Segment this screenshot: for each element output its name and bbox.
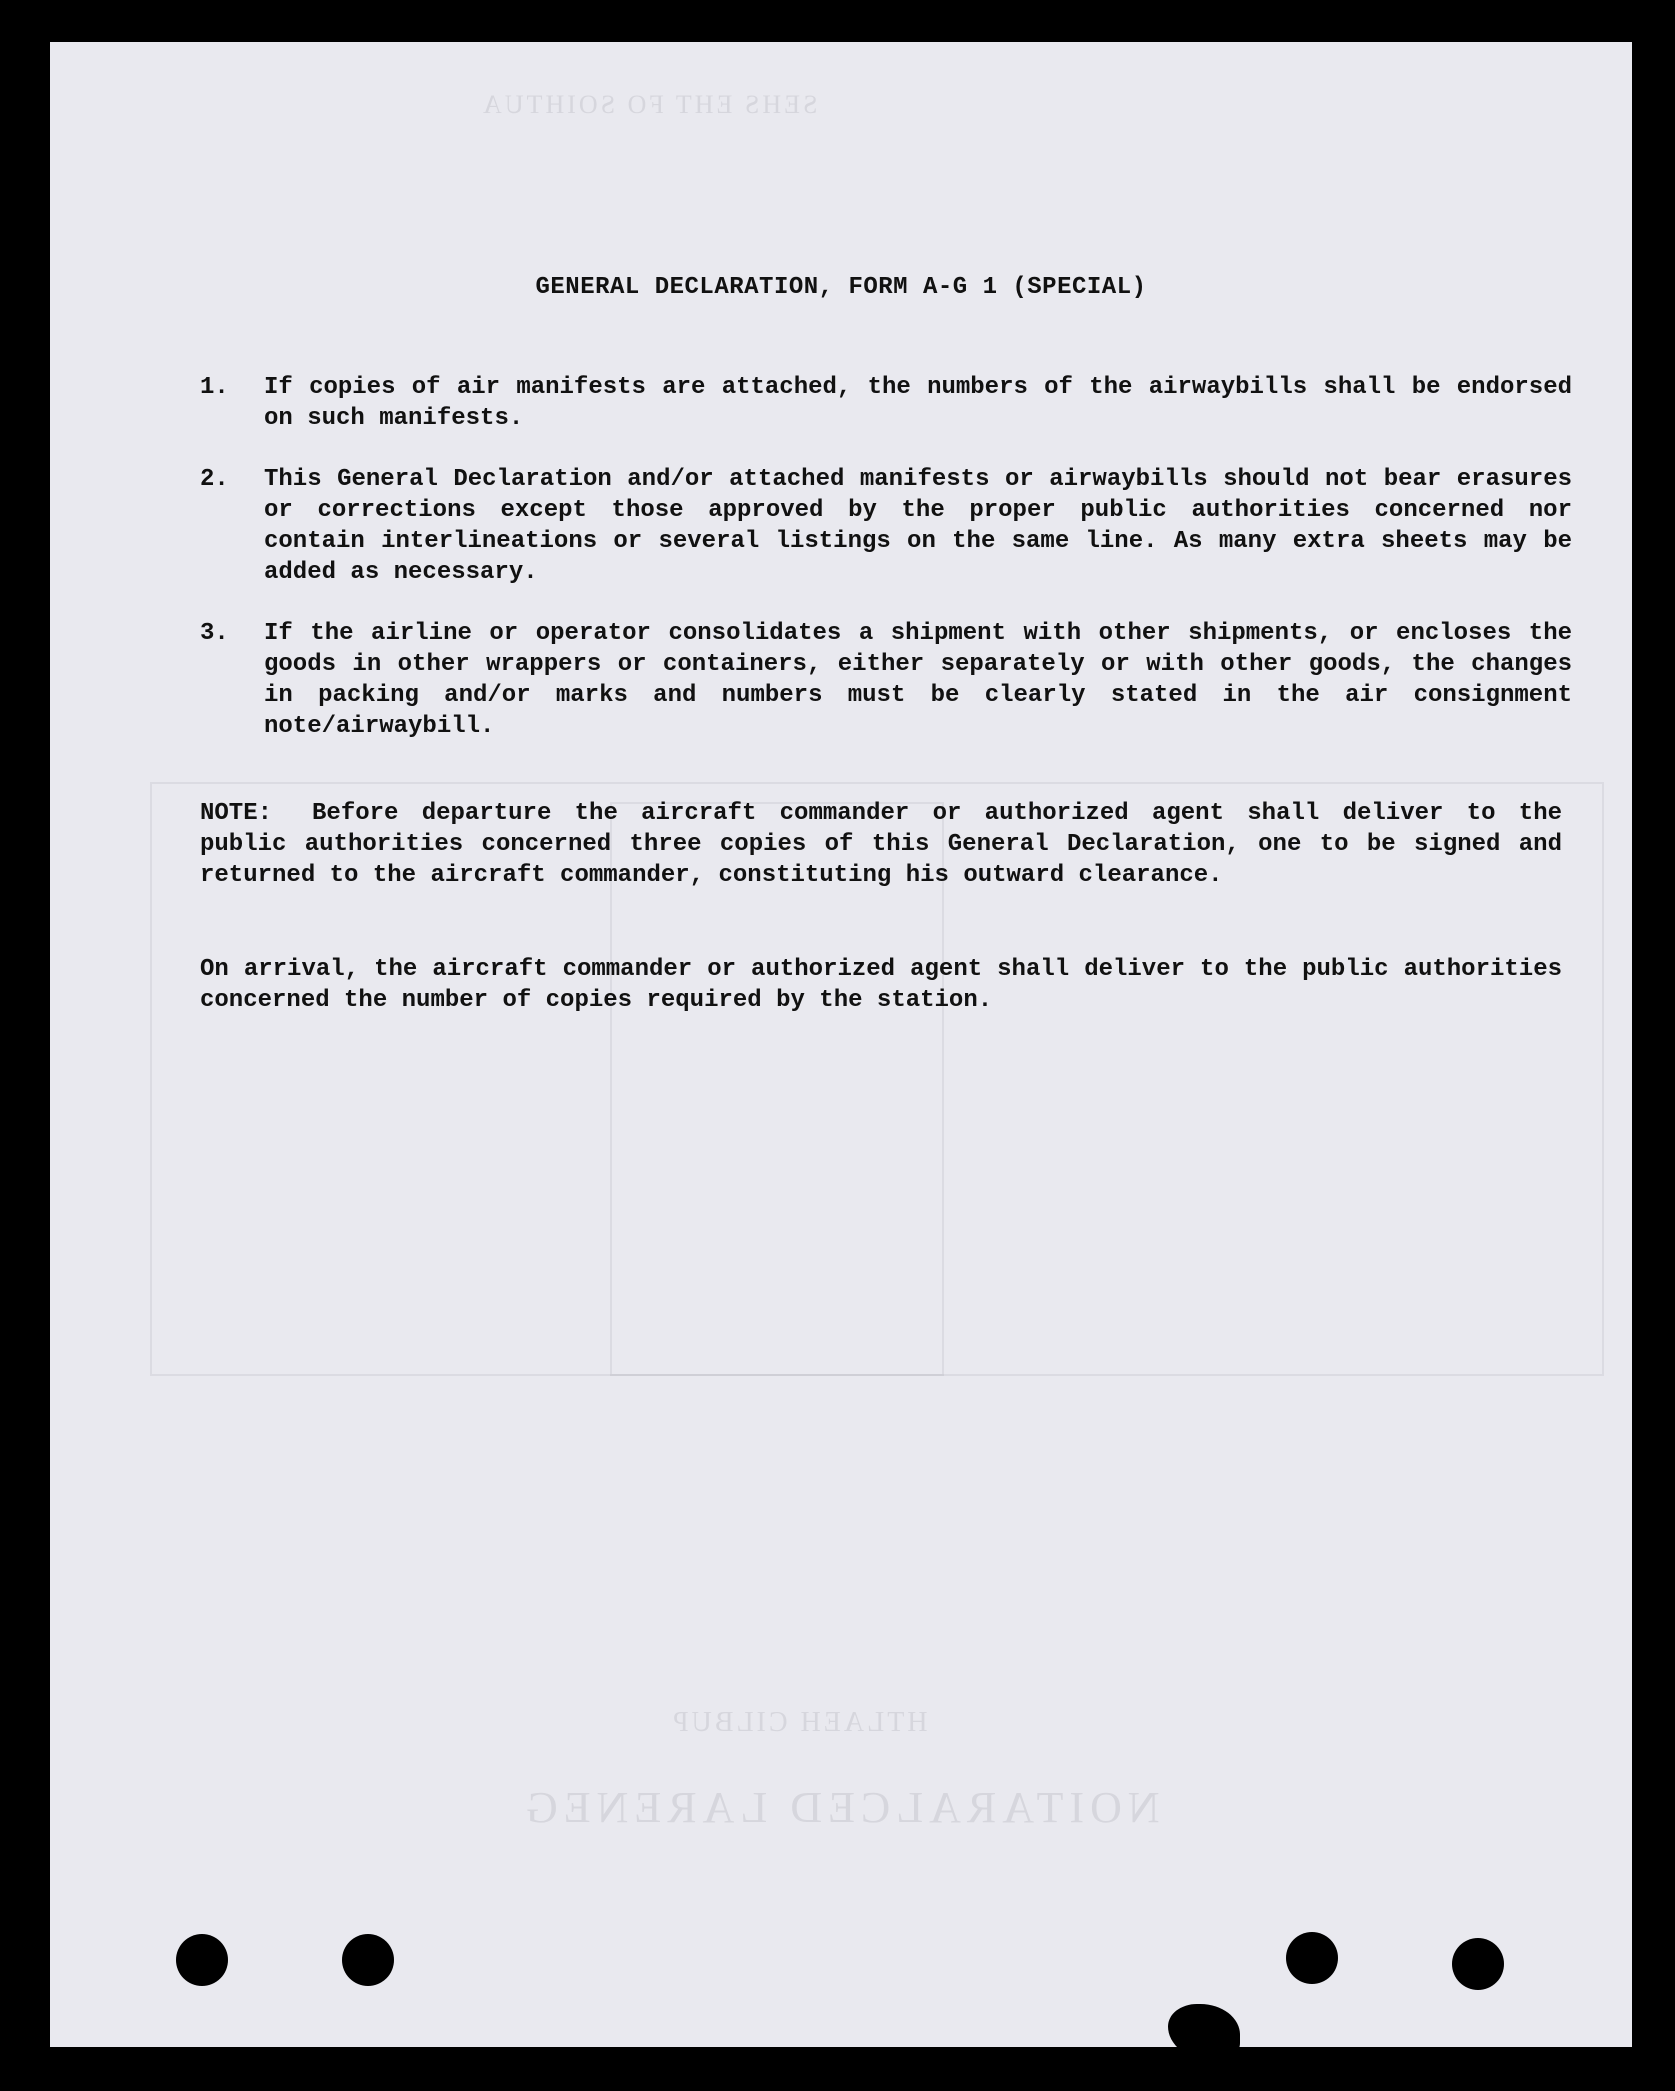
arrival-paragraph: On arrival, the aircraft commander or authorized agent shall deliver to the public authorities concerned the number of copies required by the station.	[200, 956, 1562, 1014]
item-text: This General Declaration and/or attached manifests or airwaybills should not bear erasures or corrections except those approved by the proper public authorities concerned nor contain interlineations or several listings on the same line. As many extra sheets may be added as necessary.	[264, 466, 1572, 586]
document-page	[50, 42, 1632, 2047]
list-item	[200, 618, 1572, 742]
note-label: NOTE:	[200, 800, 273, 827]
bleed-through-top: SEHS EHT FO SOIHTUA	[480, 90, 818, 119]
note-paragraph	[200, 798, 1562, 891]
bleed-through-heading: NOITARALCED LARENEG	[520, 1783, 1160, 1832]
item-number: 2.	[200, 466, 229, 493]
punch-hole	[176, 1934, 228, 1986]
bleed-through-subheading: HTLAEH CILBUP	[670, 1707, 928, 1738]
punch-hole	[1452, 1938, 1504, 1990]
item-number: 1.	[200, 374, 229, 401]
item-number: 3.	[200, 620, 229, 647]
page-title: GENERAL DECLARATION, FORM A-G 1 (SPECIAL)	[535, 274, 1147, 301]
item-text: If the airline or operator consolidates a shipment with other shipments, or encloses the goods in other wrappers or containers, either separately or with other goods, the changes in packing and/or marks and numbers must be clearly stated in the air consignment note/airwaybill.	[264, 620, 1572, 740]
instruction-list	[200, 372, 1572, 772]
punch-hole	[342, 1934, 394, 1986]
note-text: Before departure the aircraft commander or authorized agent shall deliver to the public authorities concerned three copies of this General Declaration, one to be signed and returned to the aircraft commander, constituting his outward clearance.	[200, 800, 1562, 889]
list-item	[200, 372, 1572, 434]
list-item	[200, 464, 1572, 588]
punch-hole	[1286, 1932, 1338, 1984]
ink-blot	[1168, 2004, 1240, 2047]
item-text: If copies of air manifests are attached, the numbers of the airwaybills shall be endorsed on such manifests.	[264, 374, 1572, 432]
